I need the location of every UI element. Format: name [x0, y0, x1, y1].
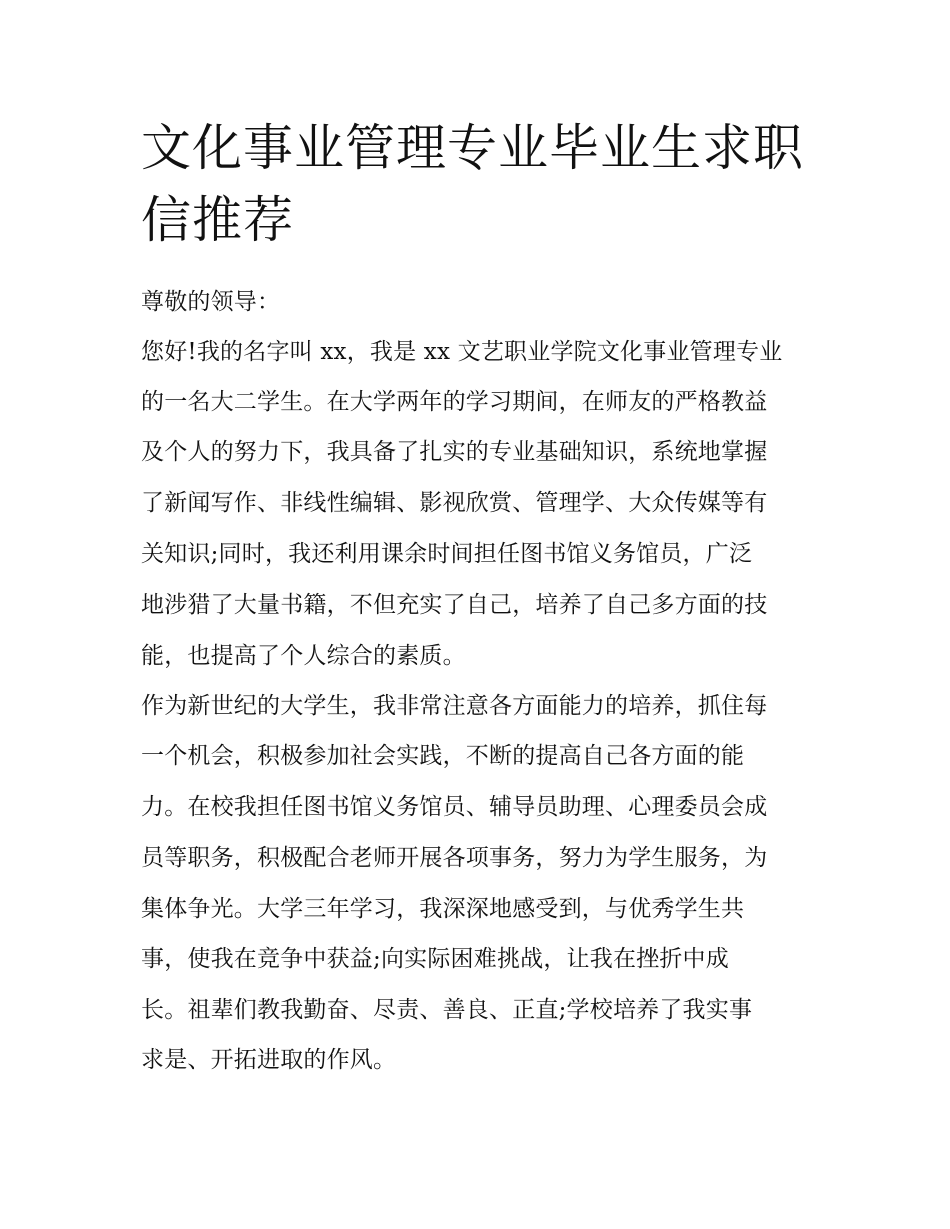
body-line: 一个机会，积极参加社会实践，不断的提高自己各方面的能	[141, 743, 745, 769]
salutation: 尊敬的领导：	[141, 289, 281, 315]
body-line: 的一名大二学生。在大学两年的学习期间，在师友的严格教益	[141, 389, 768, 415]
body-line: 集体争光。大学三年学习，我深深地感受到，与优秀学生共	[141, 896, 745, 922]
body-line: 作为新世纪的大学生，我非常注意各方面能力的培养，抓住每	[141, 693, 768, 719]
body-line: 长。祖辈们教我勤奋、尽责、善良、正直;学校培养了我实事	[141, 997, 753, 1023]
body-line: 关知识;同时，我还利用课余时间担任图书馆义务馆员，广泛	[141, 541, 753, 567]
body-line: 力。在校我担任图书馆义务馆员、辅导员助理、心理委员会成	[141, 794, 768, 820]
document-title	[141, 112, 821, 256]
body-line: 及个人的努力下，我具备了扎实的专业基础知识，系统地掌握	[141, 439, 768, 465]
body-line: 您好!我的名字叫 xx，我是 xx 文艺职业学院文化事业管理专业	[141, 339, 783, 365]
body-line: 了新闻写作、非线性编辑、影视欣赏、管理学、大众传媒等有	[141, 490, 768, 516]
body-line: 能，也提高了个人综合的素质。	[141, 643, 466, 669]
title-line-1: 文化事业管理专业毕业生求职	[141, 119, 804, 177]
body-line: 求是、开拓进取的作风。	[141, 1047, 397, 1073]
body-line: 地涉猎了大量书籍，不但充实了自己，培养了自己多方面的技	[141, 592, 768, 618]
body-line: 事，使我在竞争中获益;向实际困难挑战，让我在挫折中成	[141, 946, 729, 972]
body-line: 员等职务，积极配合老师开展各项事务，努力为学生服务，为	[141, 845, 768, 871]
title-line-2: 信推荐	[141, 191, 294, 249]
